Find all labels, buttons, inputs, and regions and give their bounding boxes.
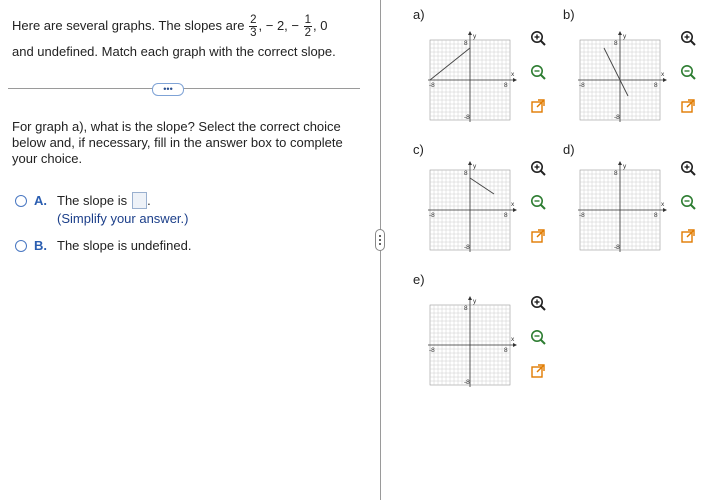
x-tick-positive: 8	[504, 212, 508, 219]
x-tick-negative: -8	[579, 82, 585, 89]
x-axis-arrow	[513, 343, 517, 347]
simplify-hint: (Simplify your answer.)	[57, 211, 189, 226]
x-tick-negative: -8	[429, 347, 435, 354]
y-tick-negative: -8	[464, 379, 470, 386]
y-axis-arrow	[468, 31, 472, 35]
x-axis-label: x	[511, 336, 515, 343]
x-axis-arrow	[513, 78, 517, 82]
y-tick-negative: -8	[464, 244, 470, 251]
pop-out-icon[interactable]	[530, 228, 546, 244]
question-prompt: For graph a), what is the slope? Select the correct choice below and, if necessary, fill in the answer box to complete your choice.	[12, 119, 343, 166]
question-line-2: and undefined. Match each graph with the correct slope.	[12, 44, 336, 59]
y-axis-arrow	[618, 31, 622, 35]
x-axis-arrow	[663, 208, 667, 212]
question-line-1: Here are several graphs. The slopes are $\frac{2}{3}$ , − 2, − $\frac{1}{2}$ , 0	[12, 14, 328, 39]
zoom-in-icon[interactable]	[530, 295, 546, 311]
x-tick-positive: 8	[504, 82, 508, 89]
y-tick-positive: 8	[464, 305, 468, 312]
zoom-in-icon[interactable]	[680, 160, 696, 176]
pop-out-icon[interactable]	[530, 98, 546, 114]
x-axis-label: x	[511, 201, 515, 208]
graph-c	[420, 160, 520, 260]
radio-option-a[interactable]	[15, 195, 27, 207]
x-axis-label: x	[661, 71, 665, 78]
x-axis-arrow	[663, 78, 667, 82]
x-tick-negative: -8	[579, 212, 585, 219]
y-axis-arrow	[618, 161, 622, 165]
zoom-out-icon[interactable]	[680, 194, 696, 210]
y-tick-positive: 8	[464, 40, 468, 47]
section-divider	[8, 88, 360, 89]
graph-b	[570, 30, 670, 130]
pop-out-icon[interactable]	[680, 98, 696, 114]
x-tick-negative: -8	[429, 82, 435, 89]
x-axis-label: x	[661, 201, 665, 208]
y-tick-negative: -8	[464, 114, 470, 121]
y-axis-arrow	[468, 161, 472, 165]
zoom-in-icon[interactable]	[530, 30, 546, 46]
y-axis-label: y	[473, 298, 477, 305]
x-tick-positive: 8	[504, 347, 508, 354]
pane-resize-handle[interactable]	[375, 229, 385, 251]
zoom-out-icon[interactable]	[530, 64, 546, 80]
option-b[interactable]: B. The slope is undefined.	[15, 238, 191, 253]
radio-option-b[interactable]	[15, 240, 27, 252]
zoom-in-icon[interactable]	[530, 160, 546, 176]
graph-e-label: e)	[413, 272, 425, 287]
y-tick-positive: 8	[614, 40, 618, 47]
y-tick-positive: 8	[614, 170, 618, 177]
y-axis-label: y	[623, 33, 627, 40]
zoom-out-icon[interactable]	[530, 329, 546, 345]
y-tick-negative: -8	[614, 114, 620, 121]
x-tick-negative: -8	[429, 212, 435, 219]
zoom-out-icon[interactable]	[530, 194, 546, 210]
x-tick-positive: 8	[654, 82, 658, 89]
answer-input[interactable]	[132, 192, 147, 209]
x-axis-label: x	[511, 71, 515, 78]
option-a[interactable]: A. The slope is .	[15, 192, 151, 209]
y-axis-arrow	[468, 296, 472, 300]
graph-d-label: d)	[563, 142, 575, 157]
graph-a-label: a)	[413, 7, 425, 22]
y-axis-label: y	[473, 163, 477, 170]
graph-d	[570, 160, 670, 260]
x-tick-positive: 8	[654, 212, 658, 219]
zoom-in-icon[interactable]	[680, 30, 696, 46]
graph-e	[420, 295, 520, 395]
fraction-two-thirds: $\frac{2}{3}$	[250, 14, 257, 39]
pop-out-icon[interactable]	[530, 363, 546, 379]
y-tick-positive: 8	[464, 170, 468, 177]
graph-b-label: b)	[563, 7, 575, 22]
more-button[interactable]: •••	[152, 83, 184, 96]
pop-out-icon[interactable]	[680, 228, 696, 244]
zoom-out-icon[interactable]	[680, 64, 696, 80]
y-axis-label: y	[473, 33, 477, 40]
fraction-one-half: $\frac{1}{2}$	[304, 14, 312, 39]
graph-c-label: c)	[413, 142, 424, 157]
x-axis-arrow	[513, 208, 517, 212]
graph-a	[420, 30, 520, 130]
y-axis-label: y	[623, 163, 627, 170]
y-tick-negative: -8	[614, 244, 620, 251]
